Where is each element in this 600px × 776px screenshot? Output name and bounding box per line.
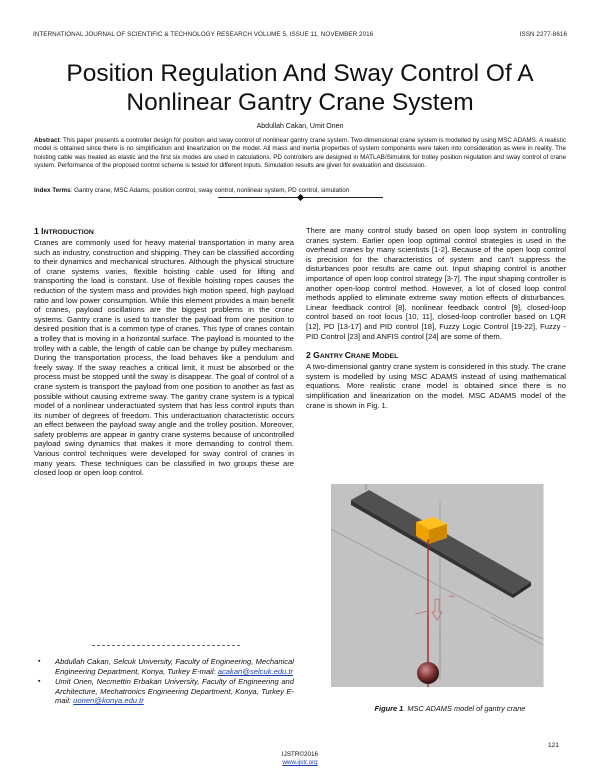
page-footer <box>0 751 600 767</box>
model-paragraph: A two-dimensional gantry crane system is considered in this study. The crane system is modelled by using MSC ADAMS instead of using mathematical equations. More realistic crane model is obtained since there is no simplification and linearization on the model. MSC ADAMS model of the crane is shown in Fig. 1. <box>306 362 566 410</box>
svg-text:grav: grav <box>449 594 455 598</box>
journal-url-link[interactable]: www.ijstr.org <box>282 759 318 766</box>
figure-msc-adams-crane-model <box>331 484 544 687</box>
copyright: IJSTR©2016 <box>281 751 319 758</box>
payload-mass <box>417 662 439 684</box>
paper-title <box>40 59 560 117</box>
footnote-separator <box>92 645 240 646</box>
page-number: 121 <box>548 742 559 749</box>
affiliation-item: ▪ Abdullah Cakan, Selcuk University, Faculty of Engineering, Mechanical Engineering Department, Konya, Turkey E-mail: acakan@selcuk.edu.tr <box>38 657 294 676</box>
email-link[interactable]: uonen@konya.edu.tr <box>73 696 144 706</box>
introduction-paragraph: Cranes are commonly used for heavy material transportation in many area such as industry, construction and shipping. They can be classified according to their dynamics and mechanical structures. Although the physical structure of crane systems varies, flexible hoisting cable used for lifting and transporting the load is constant. Use of flexible hoisting ropes causes the reduction of the system mass and provides high motion speed, high payload ratio and low power consumption. While this element provides a main benefit of cranes, payload oscillations are the biggest problems in the crone systems. Gantry crane is used to transfer the payload from one position to desired position that is a common type of cranes. This type of cranes contain a trolley that is moving in a horizontal surface. The payload is mounted to the trolley with a cable, the length of cable can be change by pulley mechanism. During the transportation process, the load behaves like a pendulum and freely sway. If the sway reaches a critical limit, it must be absorbed or the process must be stopped until the sway is disappear. The goal of control of a crane system is transport the payload from one position to another as fast as possible without causing extreme sway. The gantry crane system is a typical model of a nonlinear underactuated system that has less control inputs than its number of degrees of freedom. This underactuation characteristic occurs an effect between the payload sway angle and the trolley position. Moreover, safety problems are appear in gantry crane systems because of uncontrolled payload swing dynamics that makes it more demanding to control them. Various control techniques were developed for sway control of cranes in many years. These techniques can be classified in two groups these are closed loop or open loop control. <box>34 238 294 478</box>
index-terms-text: : Gantry crane, MSC Adams, position control, sway control, nonlinear system, PD control, simulation <box>70 187 350 194</box>
figure-label: Figure 1 <box>374 704 404 713</box>
divider-diamond-icon <box>297 194 304 201</box>
title-line-2: Nonlinear Gantry Crane System <box>126 89 474 116</box>
affiliation-item: ▪ Umit Onen, Necmettin Erbakan University, Faculty of Engineering and Architecture, Mechatronics Engineering Department, Konya, Turkey E-mail: uonen@konya.edu.tr <box>38 677 294 706</box>
author-affiliations <box>38 657 294 707</box>
email-link[interactable]: acakan@selcuk.edu.tr <box>217 666 294 676</box>
section-heading-gantry-crane-model: 2 GANTRY CRANE MODEL <box>306 350 399 361</box>
abstract <box>34 137 566 171</box>
section-heading-introduction: 1 INTRODUCTION <box>34 226 94 236</box>
payload-illustration <box>331 617 543 687</box>
abstract-label: Abstract <box>34 137 60 144</box>
figure-caption <box>300 704 600 713</box>
right-column <box>306 226 566 410</box>
journal-name: INTERNATIONAL JOURNAL OF SCIENTIFIC & TECHNOLOGY RESEARCH VOLUME 5, ISSUE 11, NOVEMBER 2016 <box>33 31 374 38</box>
left-column <box>34 226 294 478</box>
title-line-1: Position Regulation And Sway Control Of A <box>66 60 534 87</box>
issn: ISSN 2277-8616 <box>519 31 567 38</box>
index-terms-label: Index Terms <box>34 187 71 194</box>
running-header <box>33 31 567 38</box>
introduction-continued-paragraph: There are many control study based on open loop system in controlling cranes system. Earlier open loop optimal control strategies is used in the overhead cranes by many scientists [1-2]. Because of the open loop control is precision for the characteristics of system and can't suppress the disturbances poor results are came out. Input shaping control is another importance of open loop control strategy [3-7]. The input shaping controller is another open-loop control method. However, a lot of closed loop control methods applied to eliminate extreme sway motion effects of disturbances. Linear feedback control [8], nonlinear feedback control [9], closed-loop control based on root locus [10, 11], closed-loop controller based on LQR [12], PD [13-17] and PID control [18], Fuzzy Logic Control [19-22], Fuzzy - PID Control [23] and ANFIS control [24] are some of them. <box>306 226 566 341</box>
abstract-text: : This paper presents a controller design for position and sway control of nonlinear gantry crane system. Two-dimensional crane system is modelled by using MSC ADAMS. A realistic model is obtained since there is no simplification and linearization on the model. All mass and inertia properties of system components were taken into consideration as were in reality. The hoisting cable was treated as elastic and the first six modes are used in calculations. PD controllers are designed in MATLAB/Simulink for trolley position regulation and sway control of crane system. Performance of the proposed control scheme is tested for different inputs. Simulation results are given for evaluation and discussion. <box>34 137 566 170</box>
figure-caption-text: . MSC ADAMS model of gantry crane <box>403 704 526 713</box>
authors: Abdullah Cakan, Umit Onen <box>256 123 344 130</box>
